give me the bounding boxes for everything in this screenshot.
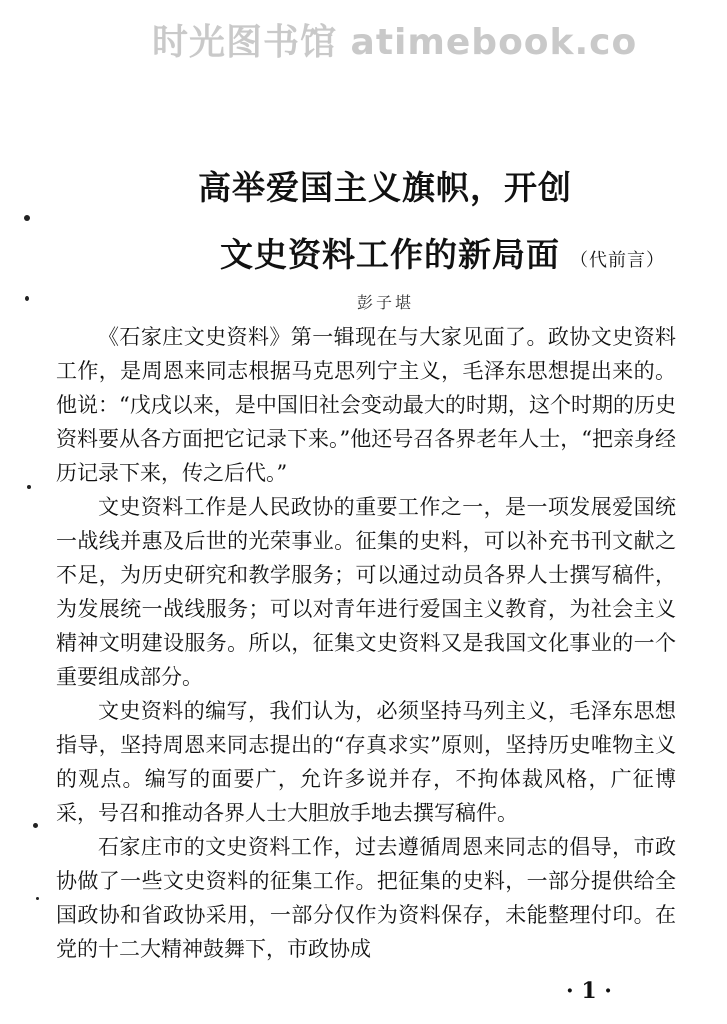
paragraph: 文史资料工作是人民政协的重要工作之一，是一项发展爱国统一战线并惠及后世的光荣事业。征集的史料，可以补充书刊文献之不足，为历史研究和教学服务；可以通过动员各界人士撰写稿件，为发展统一战线服务；可以对青年进行爱国主义教育，为社会主义精神文明建设服务。所以，征集文史资料又是我国文化事业的一个重要组成部分。 bbox=[56, 495, 676, 689]
margin-dot-mark bbox=[27, 485, 31, 489]
paragraph: 《石家庄文史资料》第一辑现在与大家见面了。政协文史资料工作，是周恩来同志根据马克思列宁主义，毛泽东思想提出来的。他说：“戊戌以来，是中国旧社会变动最大的时期，这个时期的历史资料要从各方面把它记录下来。”他还号召各界老年人士，“把亲身经历记录下来，传之后代。” bbox=[56, 325, 676, 485]
margin-dot-mark bbox=[33, 823, 38, 828]
paragraph: 文史资料的编写，我们认为，必须坚持马列主义，毛泽东思想指导，坚持周恩来同志提出的“存真求实”原则，坚持历史唯物主义的观点。编写的面要广，允许多说并存，不拘体裁风格，广征博采，号召和推动各界人士大胆放手地去撰写稿件。 bbox=[56, 699, 676, 825]
margin-dot-mark bbox=[25, 296, 29, 301]
watermark: 时光图书馆 atimebook.co bbox=[152, 22, 638, 63]
body-text bbox=[56, 320, 676, 966]
title-line-2-text: 文史资料工作的新局面 bbox=[220, 235, 560, 274]
title-line-1: 高举爱国主义旗帜，开创 bbox=[198, 168, 572, 207]
margin-dot-mark bbox=[24, 215, 30, 221]
author-name: 彭子堪 bbox=[357, 293, 415, 312]
page-number: · 1 · bbox=[566, 978, 612, 1004]
paragraph: 石家庄市的文史资料工作，过去遵循周恩来同志的倡导，市政协做了一些文史资料的征集工作。把征集的史料，一部分提供给全国政协和省政协采用，一部分仅作为资料保存，未能整理付印。在党的十二大精神鼓舞下，市政协成 bbox=[56, 835, 676, 961]
title-line-2 bbox=[220, 229, 665, 276]
margin-dot-mark bbox=[36, 897, 39, 900]
title-note: （代前言） bbox=[570, 250, 665, 271]
